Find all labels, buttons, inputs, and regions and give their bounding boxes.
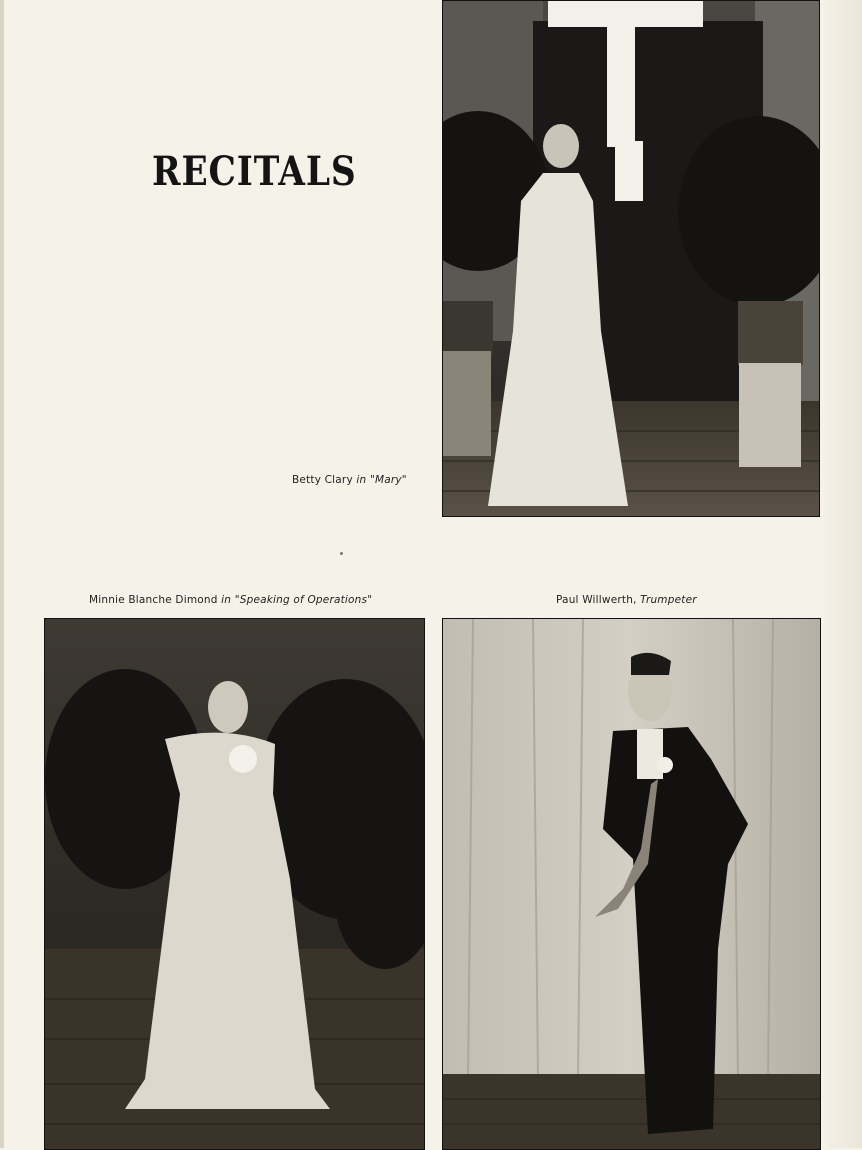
- photo-minnie-blanche-dimond: [44, 618, 425, 1150]
- paper-speck: [340, 552, 343, 555]
- caption-name: Betty Clary: [292, 474, 353, 486]
- photo-paul-willwerth: [442, 618, 821, 1150]
- photo-betty-clary: [442, 0, 820, 517]
- caption-detail: "Speaking of Operations": [234, 594, 373, 606]
- caption-minnie-blanche-dimond: [89, 594, 372, 606]
- caption-paul-willwerth: [556, 594, 697, 606]
- page-edge-left: [0, 0, 4, 1148]
- caption-connector: in: [221, 594, 232, 606]
- page-edge-right: [826, 0, 862, 1148]
- caption-detail: "Mary": [369, 474, 407, 486]
- caption-betty-clary: [292, 474, 407, 486]
- caption-name: Minnie Blanche Dimond: [89, 594, 218, 606]
- caption-name: Paul Willwerth,: [556, 594, 637, 606]
- caption-detail: Trumpeter: [640, 594, 697, 606]
- page-title: RECITALS: [152, 148, 357, 195]
- caption-connector: in: [356, 474, 367, 486]
